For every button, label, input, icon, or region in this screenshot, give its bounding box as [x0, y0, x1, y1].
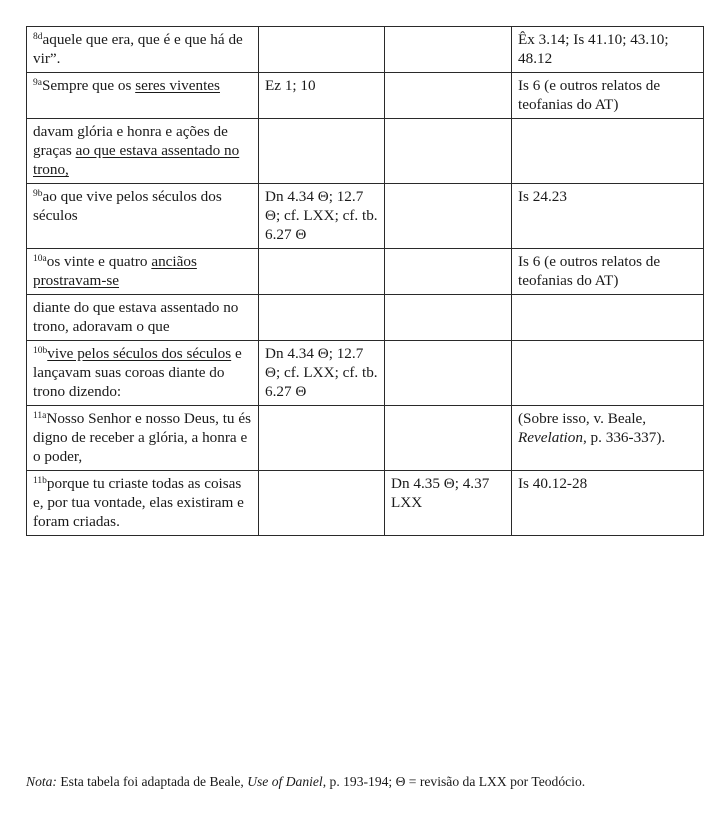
primary-ref-cell — [259, 249, 385, 295]
verse-number: 10b — [33, 346, 48, 356]
table-row — [27, 27, 704, 73]
table-note — [26, 773, 703, 791]
passage-cell — [27, 471, 259, 536]
primary-ref-cell: Dn 4.34 Θ; 12.7 Θ; cf. LXX; cf. tb. 6.27 Θ — [259, 341, 385, 406]
primary-ref-cell — [259, 295, 385, 341]
table-row — [27, 119, 704, 184]
table-row — [27, 341, 704, 406]
underlined-text: seres viventes — [135, 77, 220, 94]
secondary-ref-cell — [385, 73, 512, 119]
related-ref-cell: Is 6 (e outros relatos de teofanias do AT) — [512, 249, 704, 295]
cell-text: Sempre que os — [41, 77, 136, 94]
passage-cell — [27, 341, 259, 406]
verse-number: 9a — [33, 78, 42, 88]
underlined-text: vive pelos séculos dos séculos — [47, 345, 232, 362]
note-work-title: Use of Daniel — [247, 774, 323, 789]
table-row — [27, 471, 704, 536]
table-row — [27, 73, 704, 119]
related-ref-cell: Is 6 (e outros relatos de teofanias do AT) — [512, 73, 704, 119]
note-label: Nota: — [26, 774, 57, 789]
primary-ref-cell — [259, 406, 385, 471]
table-row — [27, 184, 704, 249]
related-ref-cell — [512, 341, 704, 406]
cell-text: aquele que era, que é e que há de vir”. — [33, 31, 243, 67]
primary-ref-cell: Ez 1; 10 — [259, 73, 385, 119]
primary-ref-cell: Dn 4.34 Θ; 12.7 Θ; cf. LXX; cf. tb. 6.27 Θ — [259, 184, 385, 249]
passage-cell — [27, 73, 259, 119]
cell-text: davam glória e honra e ações de graças — [33, 123, 228, 159]
secondary-ref-cell — [385, 406, 512, 471]
secondary-ref-cell — [385, 295, 512, 341]
reference-table — [26, 26, 704, 536]
table-row — [27, 295, 704, 341]
secondary-ref-cell — [385, 119, 512, 184]
table-row — [27, 249, 704, 295]
verse-number: 9b — [33, 189, 43, 199]
passage-cell — [27, 406, 259, 471]
cell-text: os vinte e quatro — [46, 253, 152, 270]
passage-cell — [27, 27, 259, 73]
cell-text: e lançavam suas coroas diante do trono dizendo: — [33, 345, 242, 400]
primary-ref-cell — [259, 471, 385, 536]
verse-number: 11a — [33, 411, 47, 421]
secondary-ref-cell — [385, 249, 512, 295]
primary-ref-cell — [259, 27, 385, 73]
secondary-ref-cell — [385, 27, 512, 73]
passage-cell — [27, 249, 259, 295]
verse-number: 8d — [33, 32, 43, 42]
related-ref-cell — [512, 119, 704, 184]
cell-text: , p. 336-337). — [582, 429, 666, 446]
underlined-text: anciãos prostravam-se — [33, 253, 197, 289]
verse-number: 10a — [33, 254, 47, 264]
cell-text: (Sobre isso, v. Beale, — [518, 410, 647, 427]
secondary-ref-cell — [385, 341, 512, 406]
related-ref-cell — [512, 406, 704, 471]
related-ref-cell: Êx 3.14; Is 41.10; 43.10; 48.12 — [512, 27, 704, 73]
underlined-text: ao que estava assentado no trono, — [33, 142, 240, 178]
passage-cell — [27, 295, 259, 341]
note-text-2: , p. 193-194; Θ = revisão da LXX por Teodócio. — [322, 774, 586, 789]
related-ref-cell: Is 24.23 — [512, 184, 704, 249]
verse-number: 11b — [33, 476, 47, 486]
table-row — [27, 406, 704, 471]
cell-text: Nosso Senhor e nosso Deus, tu és digno de receber a glória, a honra e o poder, — [33, 410, 251, 465]
primary-ref-cell — [259, 119, 385, 184]
cell-text: porque tu criaste todas as coisas e, por tua vontade, elas existiram e foram criadas. — [33, 475, 244, 530]
passage-cell — [27, 184, 259, 249]
note-text-1: Esta tabela foi adaptada de Beale, — [56, 774, 248, 789]
cell-text: ao que vive pelos séculos dos séculos — [33, 188, 222, 224]
secondary-ref-cell — [385, 184, 512, 249]
secondary-ref-cell: Dn 4.35 Θ; 4.37 LXX — [385, 471, 512, 536]
related-ref-cell: Is 40.12-28 — [512, 471, 704, 536]
cell-text: diante do que estava assentado no trono, adoravam o que — [33, 299, 239, 335]
passage-cell — [27, 119, 259, 184]
related-ref-cell — [512, 295, 704, 341]
italic-title: Revelation — [518, 429, 583, 446]
